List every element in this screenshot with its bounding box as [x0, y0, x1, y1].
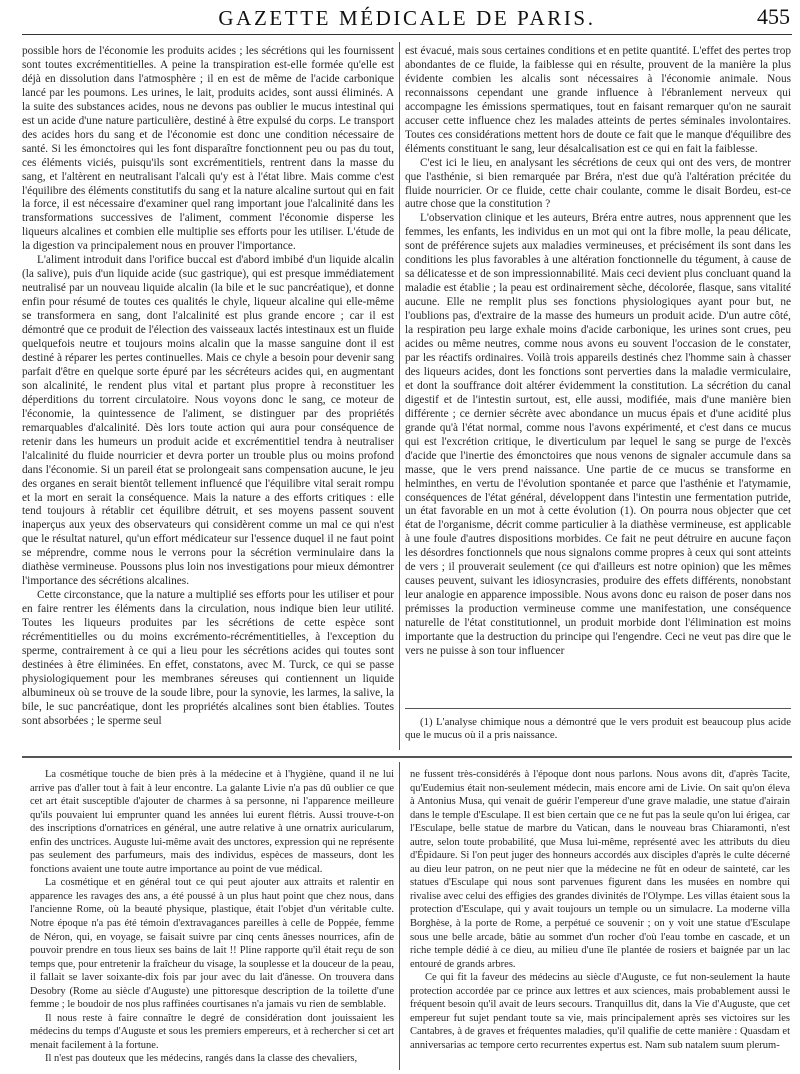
- feuilleton-right-column: [410, 768, 790, 1052]
- footnote-text: (1) L'analyse chimique nous a démontré que le vers produit est beaucoup plus acide que le mucus où il a pris naissance.: [405, 716, 791, 741]
- feuilleton-left-column: [30, 768, 394, 1066]
- paragraph: L'aliment introduit dans l'orifice buccal est d'abord imbibé d'un liquide alcalin (la salive), puis d'un liquide acide (suc gastrique), qui est presque immédiatement neutralisé par un nouveau liquide alcalin (la bile et le suc pancréatique), et donne enfin pour résumé de toutes ces qualités le chyle, liqueur alcaline qui elle-même se transformera en sang, dont l'alcalinité est plus grande encore ; car il est démontré que ce produit de l'élection des vaisseaux lactés intestinaux est un fluide quelquefois neutre et toujours moins alcalin que la masse sanguine dont il est destiné à réparer les pertes continuelles. Mais ce chyle a besoin pour devenir sang parfait d'être en quelque sorte épuré par les sécréteurs acides qui, en augmentant son alcalinité, le rendent plus vital et partant plus propre à reconstituer les déperditions du torrent circulatoire. Nous voyons donc le sang, ce moteur de l'économie, la quintessence de l'aliment, se distinguer par des propriétés remarquables d'alcalinité. Dès lors toute action qui aura pour conséquence de retenir dans les humeurs un produit acide et excrémentitiel tendra à neutraliser l'alcalinité du fluide nourricier et devra porter un trouble plus ou moins profond dans l'économie. Si un pareil état se prolongeait sans compensation aucune, le jeu des organes en serait bientôt tellement influencé que l'équilibre vital serait rompu et la mort en serait la conséquence. Mais la nature a des efforts critiques : elle tend toujours à rétablir cet équilibre détruit, et ses moyens passent souvent inaperçus aux yeux des observateurs qui considèrent comme un mal ce qui n'est que le résultat naturel, qu'un effort médicateur sur l'essence duquel il ne faut point se méprendre, comme nous le verrons pour la sécrétion verminulaire dans la diathèse vermineuse. Poussons plus loin nos investigations pour mieux démontrer l'importance des sécrétions alcalines.: [22, 254, 394, 588]
- paragraph: est évacué, mais sous certaines conditions et en petite quantité. L'effet des pertes trop abondantes de ce fluide, la faiblesse qui en résulte, prouvent de la manière la plus évidente combien les alcalis sont nécessaires à l'économie animale. Nous reconnaissons cependant une grande influence à l'ébranlement nerveux qui accompagne les émissions spermatiques, tout en faisant remarquer qu'on ne saurait accuser cette influence chez les malades atteints de pertes séminales involontaires. Toutes ces considérations mettent hors de doute ce fait que le manque d'équilibre des éléments constituant le sang, leur désalcalisation est ce qui en fait la faiblesse.: [405, 45, 791, 155]
- paragraph: ne fussent très-considérés à l'époque dont nous parlons. Nous avons dit, d'après Tacite, qu'Eudemius était non-seulement médecin, mais encore ami de Livie. On sait qu'on éleva à Antonius Musa, qui venait de guérir l'empereur d'une grave maladie, une statue d'airain dans le temple d'Esculape. Il est bien certain que ce ne fut pas la seule qu'on lui érigea, car l'Esculape, belle statue de marbre du Vatican, dans le nouveau bras Chiaramonti, n'est autre, selon toute probabilité, que Musa lui-même, représenté avec les attributs du dieu d'Épidaure. Si l'on peut juger des honneurs accordés aux disciples d'après le culte décerné au dieu leur patron, on ne peut nier que la médecine ne fût en odeur de sainteté, car les statues d'Esculape qui nous sont parvenues figurent dans les musées en nombre qui rivalise avec celui des effigies des grandes divinités de l'Olympe. Les villas étaient sous la protection d'Esculape, qui y avait toujours un temple ou un simulacre. La moderne villa Borghèse, à la porte de Rome, a perpétué ce souvenir ; on y voit une statue d'Esculape sous une belle arcade, bâtie au sommet d'un rocher d'où l'eau tombe en cascade, et un riche temple dédié à ce dieu, au milieu d'une île plantée de rosiers et baignée par un lac entouré de grands arbres.: [410, 769, 790, 970]
- column-divider: [399, 42, 400, 750]
- feuilleton-column-divider: [399, 762, 400, 1070]
- paragraph: C'est ici le lieu, en analysant les sécrétions de ceux qui ont des vers, de montrer que l'asthénie, si bien remarquée par Bréra, n'est due qu'à l'altération précitée du fluide nourricier. Or ce fluide, cette chair coulante, comme le disait Bordeu, est-ce autre chose que la constitution ?: [405, 156, 791, 211]
- paragraph: La cosmétique touche de bien près à la médecine et à l'hygiène, quand il ne lui arrive pas d'aller tout à fait à leur encontre. La galante Livie n'a pas dû oublier ce que cet art était susceptible d'ajouter de charmes à sa personne, ni l'apparence meilleure qu'ils pouvaient lui emprunter quand les années lui eurent flétris. Aussi trouve-t-on des inscriptions d'ornatrices en général, une autre relative à une ornatrix auricularum, enfin des unctrices. Auguste lui-même avait des unctores, expression qui ne représente pas seulement des parfumeurs, mais des individus, espèces de masseurs, dont les fonctions avaient une toute autre importance au point de vue médical.: [30, 769, 394, 875]
- paragraph: Ce qui fit la faveur des médecins au siècle d'Auguste, ce fut non-seulement la haute protection accordée par ce prince aux lettres et aux sciences, mais probablement aussi le fréquent besoin qu'il avait de leurs secours. Tranquillus dit, dans la Vie d'Auguste, que cet empereur fut sujet pendant toute sa vie, mais principalement après ses victoires sur les Cantabres, à de graves et fréquentes maladies, qu'il qualifie de cette manière : Quasdam et anniversarias ac tempore certo recurrentes expertus est. Nam sub natalem suum plerum-: [410, 972, 790, 1051]
- paragraph: possible hors de l'économie les produits acides ; les sécrétions qui les fournissent sont toutes excrémentitielles. A peine la transpiration est-elle formée qu'elle est déjà en dissolution dans l'atmosphère ; il en est de même de l'acide carbonique lancé par les poumons. Les urines, le lait, produits acides, sont aussi éliminés. A la suite des substances acides, nous ne devons pas oublier le mucus intestinal qui est un acide d'une nature particulière, destiné à être expulsé du corps. Le transport des acides hors du sang et de l'économie est donc une condition nécessaire de santé. Si les émonctoires qui les font disparaître fonctionnent peu ou pas du tout, ces éléments viciés, puisqu'ils sont excrémentitiels, rentrent dans la masse du sang, et l'altèrent en neutralisant l'alcali qu'y est à l'état libre. Mais comme c'est l'équilibre des éléments constitutifs du sang et la nature alcaline surtout qui en fait la force, il est nécessaire d'examiner quel rang important joue l'alcalinité dans les transformations successives de l'aliment, comment l'économie disperse les liqueurs alcalines et combien elle multiplie ses efforts pour les utiliser. L'étude de la digestion va principalement nous en prouver l'importance.: [22, 45, 394, 253]
- footnote-divider: [405, 708, 791, 709]
- article-right-column: [405, 45, 791, 659]
- article-left-column: [22, 45, 394, 729]
- feuilleton-separator: [22, 756, 792, 758]
- paragraph: Il n'est pas douteux que les médecins, rangés dans la classe des chevaliers,: [45, 1053, 358, 1065]
- page-header: [22, 4, 792, 35]
- page-number: 455: [757, 4, 790, 29]
- journal-title: GAZETTE MÉDICALE DE PARIS.: [218, 6, 596, 30]
- paragraph: Il nous reste à faire connaître le degré de considération dont jouissaient les médecins du temps d'Auguste et sous les premiers empereurs, et à rechercher si cet art menait facilement à la fortune.: [30, 1012, 394, 1051]
- paragraph: La cosmétique et en général tout ce qui peut ajouter aux attraits et ralentir en apparence les ravages des ans, a été poussé à un plus haut point que chez nous, dans l'ancienne Rome, où la beauté physique, plastique, était l'objet d'un véritable culte. Notre époque n'a pas été témoin d'extravagances pareilles à celle de Poppée, femme de Néron, qui, en voyage, se faisait suivre par cinq cents ânesses nourrices, afin de pouvoir prendre en tous lieux ses bains de lait !! Pline rapporte qu'il était reçu de son temps que, pour entretenir la fraîcheur du visage, la souplesse et la douceur de la peau, il fallait se laver soixante-dix fois par jour avec du lait d'ânesse. On trouvera dans Desobry (Rome au siècle d'Auguste) une pittoresque description de la toilette d'une femme ; le boudoir de nos plus raffinées courtisanes n'a jamais vu rien de semblable.: [30, 877, 394, 1011]
- paragraph: Cette circonstance, que la nature a multiplié ses efforts pour les utiliser et pour en faire rentrer les éléments dans la circulation, nous indique bien leur utilité. Toutes les liqueurs produites par les sécrétions de cette espèce sont récrémentitielles ou du moins excrémento-récrémentitielles, à l'exception du sperme, contrairement à ce qui a lieu pour les sécrétions acides qui toutes sont destinées à être éliminées. En effet, constatons, avec M. Turck, ce qui se passe physiologiquement pour les membranes séreuses qui contiennent un liquide albumineux où se trouve de la soude libre, pour la synovie, les larmes, la salive, la bile, le suc pancréatique, dont les propriétés alcalines sont bien établies. Toutes sont absorbées ; le sperme seul: [22, 589, 394, 727]
- footnote: [405, 716, 791, 742]
- paragraph: L'observation clinique et les auteurs, Bréra entre autres, nous apprennent que les femmes, les enfants, les individus en un mot qui ont la fibre molle, la peau délicate, sont de préférence sujets aux maladies vermineuses, et précisément ils sont dans les conditions les plus favorables à une altération fonctionnelle du tégument, à cause de sa délicatesse et de son impressionnabilité. Mais ceci devient plus concluant quand la maladie est établie ; la peau est ordinairement sèche, décolorée, flasque, sans vitalité aucune. Elle ne remplit plus ses fonctions physiologiques ayant pour but, ne l'oublions pas, d'extraire de la masse des humeurs un produit acide. D'un autre côté, la respiration peu large exhale moins d'acide carbonique, les urines sont crues, peu acides ou même neutres, comme nous avons eu souvent l'occasion de le constater, par les réactifs ordinaires. Voilà trois appareils destinés chez l'homme sain à chasser des liqueurs acides, dont les fonctions sont perverties dans la maladie vermiculaire, et dont la souffrance doit altérer évidemment la constitution. La sécrétion du canal digestif et de l'intestin surtout, est, elle aussi, modifiée, mais d'une manière bien différente ; ce dernier sécrète avec abondance un mucus épais et d'une acidité plus grande qu'à l'état normal, comme nous l'avons expérimenté, et c'est dans ce mucus qui est l'excrétion critique, le diverticulum par lequel le sang se purge de l'excès d'acide que l'inertie des émonctoires que nous venons de signaler accumule dans sa masse, que le vers prend naissance. Une partie de ce mucus se transforme en helminthes, en vertu de l'évolution spontanée et parce que l'asthénie et l'atymamie, conséquences de l'état général, développent dans l'intestin une fermentation putride, un état favorable en un mot à cette évolution (1). On pourra nous objecter que cet état de l'organisme, décrit comme particulier à la diathèse vermineuse, est applicable à une foule d'autres dispositions morbides. Ce fait ne peut détruire en aucune façon les désordres fonctionnels que nous signalons comme propres à ceux qui sont atteints de vers ; il prouverait seulement (ce qui d'ailleurs est notre opinion) que les mêmes causes peuvent, suivant les idiosyncrasies, produire des effets différents, nonobstant leur analogie en apparence impossible. Nous avons donc eu raison de poser dans nos prémisses la production vermineuse comme une manifestation, une conséquence naturelle de l'état constitutionnel, un produit morbide dont l'élimination est moins importante que la destruction du principe qui l'engendre. Ceci ne veut pas dire que le vers ne puisse à son tour influencer: [405, 212, 791, 657]
